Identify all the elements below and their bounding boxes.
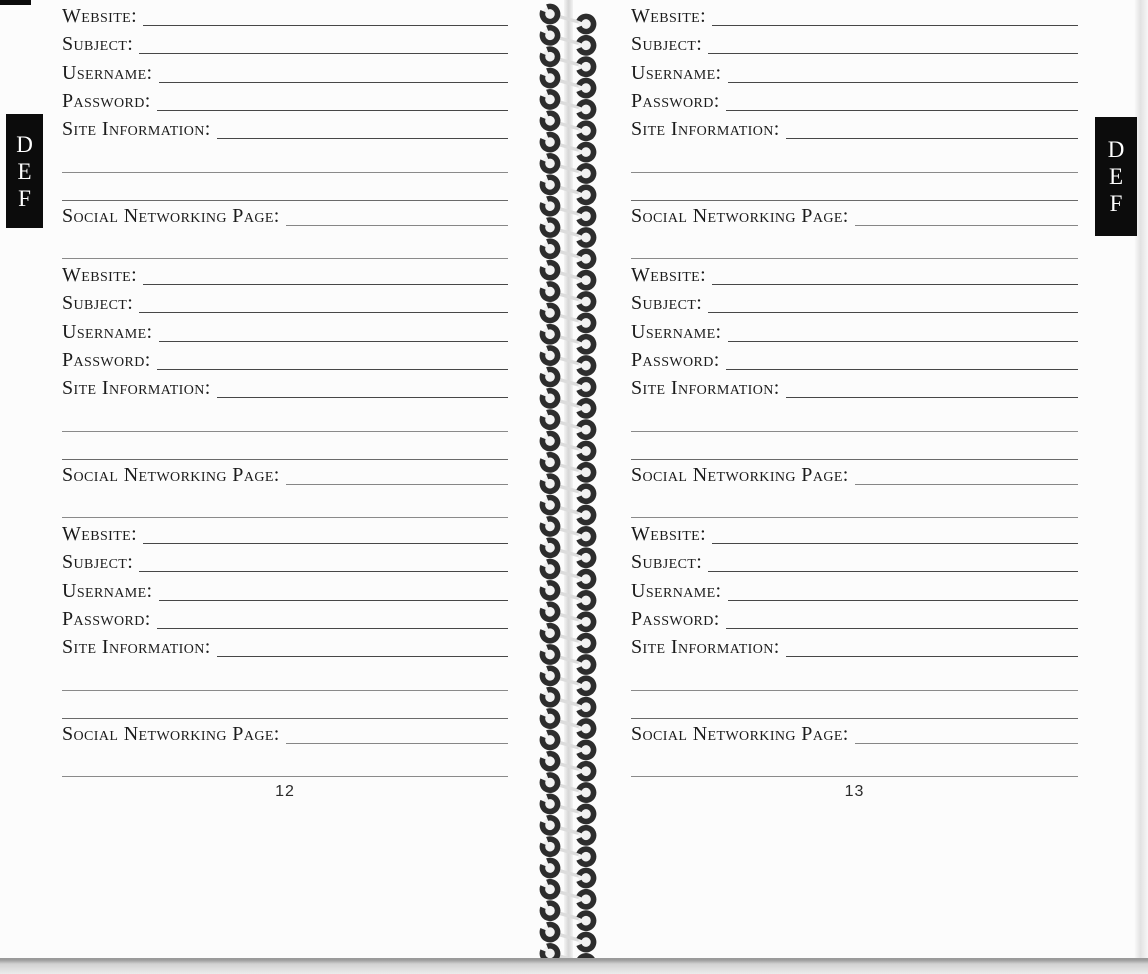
coil-ring [540, 730, 560, 750]
coil-ring [540, 175, 560, 195]
password-line [726, 110, 1078, 111]
password-row [62, 601, 508, 629]
entry-block [62, 0, 508, 259]
password-line [157, 110, 508, 111]
social-networking-page-row [631, 201, 1078, 226]
coil-ring [576, 868, 596, 888]
blank-writing-line [62, 432, 508, 460]
coil-ring [540, 452, 560, 472]
coil-ring [576, 804, 596, 824]
coil-ring [576, 740, 596, 760]
username-label: Username: [62, 580, 153, 602]
website-row [62, 518, 508, 544]
left-page-content [62, 0, 508, 801]
coil-ring [576, 398, 596, 418]
subject-label: Subject: [631, 292, 703, 314]
social-networking-page-line [286, 743, 508, 744]
coil-ring [540, 388, 560, 408]
coil-ring [576, 932, 596, 952]
coil-ring [540, 538, 560, 558]
blank-writing-line [631, 173, 1078, 201]
password-label: Password: [62, 90, 151, 112]
tab-letter: F [1109, 191, 1123, 216]
subject-row [631, 544, 1078, 572]
site-information-row [631, 629, 1078, 657]
website-line [712, 543, 1078, 544]
blank-writing-line [62, 226, 508, 259]
coil-ring [540, 239, 560, 259]
username-label: Username: [62, 62, 153, 84]
coil-ring [540, 517, 560, 537]
index-tab-def-right [1095, 117, 1137, 236]
coil-ring [576, 35, 596, 55]
coil-ring [576, 356, 596, 376]
coil-ring [540, 4, 560, 24]
coil-ring [576, 206, 596, 226]
social-networking-page-label: Social Networking Page: [631, 464, 849, 486]
blank-writing-line [62, 657, 508, 691]
site-information-line [217, 656, 508, 657]
website-label: Website: [631, 523, 707, 545]
coil-ring [576, 441, 596, 461]
username-label: Username: [62, 321, 153, 343]
coil-ring [540, 709, 560, 729]
website-label: Website: [62, 5, 138, 27]
website-label: Website: [62, 264, 138, 286]
username-row [631, 572, 1078, 601]
coil-ring [540, 794, 560, 814]
coil-ring [540, 367, 560, 387]
coil-ring [576, 142, 596, 162]
coil-ring [540, 815, 560, 835]
entry-block [631, 0, 1078, 259]
coil-ring [540, 303, 560, 323]
password-label: Password: [62, 349, 151, 371]
right-page-blocks [631, 0, 1078, 777]
subject-label: Subject: [62, 33, 134, 55]
subject-row [631, 285, 1078, 313]
social-networking-page-line [855, 225, 1078, 226]
coil-ring [540, 858, 560, 878]
coil-ring [576, 270, 596, 290]
entry-block [631, 518, 1078, 777]
password-line [157, 369, 508, 370]
coil-ring [576, 462, 596, 482]
subject-line [139, 312, 508, 313]
social-networking-page-label: Social Networking Page: [62, 464, 280, 486]
username-line [728, 341, 1079, 342]
site-information-row [62, 370, 508, 398]
coil-ring [576, 99, 596, 119]
site-information-label: Site Information: [62, 636, 211, 658]
social-networking-page-row [631, 719, 1078, 744]
tab-letter: D [16, 131, 33, 157]
subject-label: Subject: [62, 551, 134, 573]
coil-ring [540, 666, 560, 686]
coil-ring [540, 132, 560, 152]
website-line [143, 543, 508, 544]
coil-ring [576, 548, 596, 568]
coil-ring [576, 526, 596, 546]
website-label: Website: [631, 5, 707, 27]
username-row [631, 313, 1078, 342]
subject-row [62, 285, 508, 313]
site-information-line [786, 656, 1078, 657]
subject-line [708, 312, 1078, 313]
blank-writing-line [631, 691, 1078, 719]
tab-letter: F [18, 185, 31, 211]
coil-ring [576, 889, 596, 909]
blank-writing-line [631, 485, 1078, 518]
username-line [159, 341, 509, 342]
blank-writing-line [631, 657, 1078, 691]
site-information-label: Site Information: [62, 377, 211, 399]
social-networking-page-label: Social Networking Page: [631, 723, 849, 745]
spiral-binding [530, 0, 606, 974]
blank-writing-line [631, 744, 1078, 777]
coil-ring [576, 313, 596, 333]
coil-ring [576, 847, 596, 867]
social-networking-page-line [286, 484, 508, 485]
coil-ring [576, 249, 596, 269]
coil-ring [576, 14, 596, 34]
password-line [157, 628, 508, 629]
password-label: Password: [631, 608, 720, 630]
subject-label: Subject: [62, 292, 134, 314]
coil-ring [540, 90, 560, 110]
site-information-row [631, 111, 1078, 139]
coil-ring [576, 612, 596, 632]
coil-ring [540, 474, 560, 494]
username-row [62, 572, 508, 601]
coil-ring [576, 377, 596, 397]
coil-ring [540, 687, 560, 707]
subject-line [708, 571, 1078, 572]
coil-ring [576, 590, 596, 610]
coil-ring [576, 334, 596, 354]
coil-ring [540, 623, 560, 643]
coil-ring [576, 719, 596, 739]
coil-ring [540, 495, 560, 515]
blank-writing-line [631, 139, 1078, 173]
subject-row [62, 544, 508, 572]
coil-ring [540, 260, 560, 280]
password-line [726, 369, 1078, 370]
coil-ring [576, 697, 596, 717]
site-information-label: Site Information: [62, 118, 211, 140]
coil-ring [540, 25, 560, 45]
username-label: Username: [631, 580, 722, 602]
blank-writing-line [62, 691, 508, 719]
blank-writing-line [631, 432, 1078, 460]
coil-ring [576, 911, 596, 931]
coil-ring [576, 633, 596, 653]
username-label: Username: [631, 62, 722, 84]
password-row [62, 83, 508, 111]
cover-corner-sliver [0, 0, 31, 5]
coil-ring [540, 346, 560, 366]
website-line [143, 25, 508, 26]
blank-writing-line [62, 173, 508, 201]
tab-letter: E [17, 158, 32, 184]
subject-line [708, 53, 1078, 54]
social-networking-page-row [62, 719, 508, 744]
coil-ring [540, 218, 560, 238]
website-row [631, 518, 1078, 544]
coil-ring [576, 783, 596, 803]
coil-ring [540, 581, 560, 601]
username-line [728, 82, 1079, 83]
coil-ring [576, 57, 596, 77]
coil-ring [576, 655, 596, 675]
coil-ring [576, 569, 596, 589]
site-information-label: Site Information: [631, 636, 780, 658]
username-row [631, 54, 1078, 83]
blank-writing-line [631, 226, 1078, 259]
site-information-label: Site Information: [631, 118, 780, 140]
site-information-row [631, 370, 1078, 398]
coil-ring [540, 901, 560, 921]
coil-ring [540, 111, 560, 131]
coil-ring [576, 185, 596, 205]
coil-ring [576, 163, 596, 183]
site-information-line [786, 138, 1078, 139]
password-label: Password: [62, 608, 151, 630]
coil-ring [576, 505, 596, 525]
site-information-line [786, 397, 1078, 398]
site-information-line [217, 397, 508, 398]
coil-ring [540, 47, 560, 67]
username-line [728, 600, 1079, 601]
coil-ring [540, 410, 560, 430]
tab-letter: D [1107, 137, 1125, 162]
site-information-line [217, 138, 508, 139]
coil-ring [540, 68, 560, 88]
website-label: Website: [62, 523, 138, 545]
coil-ring [540, 431, 560, 451]
social-networking-page-label: Social Networking Page: [631, 205, 849, 227]
username-line [159, 600, 509, 601]
entry-block [62, 259, 508, 518]
coil-ring [576, 292, 596, 312]
coil-ring [540, 559, 560, 579]
password-label: Password: [631, 349, 720, 371]
website-line [712, 25, 1078, 26]
subject-line [139, 53, 508, 54]
password-row [631, 601, 1078, 629]
password-line [726, 628, 1078, 629]
blank-writing-line [631, 398, 1078, 432]
entry-block [62, 518, 508, 777]
blank-writing-line [62, 139, 508, 173]
coil-ring [540, 837, 560, 857]
coil-ring [540, 154, 560, 174]
coil-ring [576, 78, 596, 98]
site-information-row [62, 629, 508, 657]
coil-ring [540, 773, 560, 793]
password-row [631, 342, 1078, 370]
subject-row [631, 26, 1078, 54]
coil-ring [540, 645, 560, 665]
password-row [631, 83, 1078, 111]
subject-row [62, 26, 508, 54]
coil-ring [576, 420, 596, 440]
coil-ring [540, 751, 560, 771]
social-networking-page-label: Social Networking Page: [62, 723, 280, 745]
blank-writing-line [62, 485, 508, 518]
password-label: Password: [631, 90, 720, 112]
social-networking-page-line [855, 743, 1078, 744]
social-networking-page-row [62, 201, 508, 226]
website-row [631, 259, 1078, 285]
username-row [62, 54, 508, 83]
coil-ring [576, 825, 596, 845]
coil-ring [540, 922, 560, 942]
left-page-blocks [62, 0, 508, 777]
book-bottom-edge [0, 958, 1148, 974]
right-page-number: 13 [844, 783, 865, 800]
website-line [143, 284, 508, 285]
coil-ring [576, 121, 596, 141]
username-label: Username: [631, 321, 722, 343]
coil-ring [540, 602, 560, 622]
coil-ring [540, 196, 560, 216]
social-networking-page-row [631, 460, 1078, 485]
social-networking-page-label: Social Networking Page: [62, 205, 280, 227]
social-networking-page-line [286, 225, 508, 226]
entry-block [631, 259, 1078, 518]
tab-letter: E [1108, 164, 1124, 189]
site-information-label: Site Information: [631, 377, 780, 399]
password-row [62, 342, 508, 370]
website-label: Website: [631, 264, 707, 286]
coil-ring [540, 282, 560, 302]
blank-writing-line [62, 744, 508, 777]
username-line [159, 82, 509, 83]
blank-writing-line [62, 398, 508, 432]
subject-line [139, 571, 508, 572]
coil-ring [576, 761, 596, 781]
subject-label: Subject: [631, 551, 703, 573]
left-page-number: 12 [275, 783, 295, 800]
coil-ring [576, 228, 596, 248]
website-row [631, 0, 1078, 26]
social-networking-page-line [855, 484, 1078, 485]
coil-ring [540, 324, 560, 344]
right-page-content [631, 0, 1078, 801]
index-tab-def-left [6, 114, 43, 228]
coil-ring [540, 879, 560, 899]
website-row [62, 259, 508, 285]
subject-label: Subject: [631, 33, 703, 55]
site-information-row [62, 111, 508, 139]
username-row [62, 313, 508, 342]
social-networking-page-row [62, 460, 508, 485]
website-row [62, 0, 508, 26]
website-line [712, 284, 1078, 285]
coil-ring [576, 484, 596, 504]
coil-ring [576, 676, 596, 696]
